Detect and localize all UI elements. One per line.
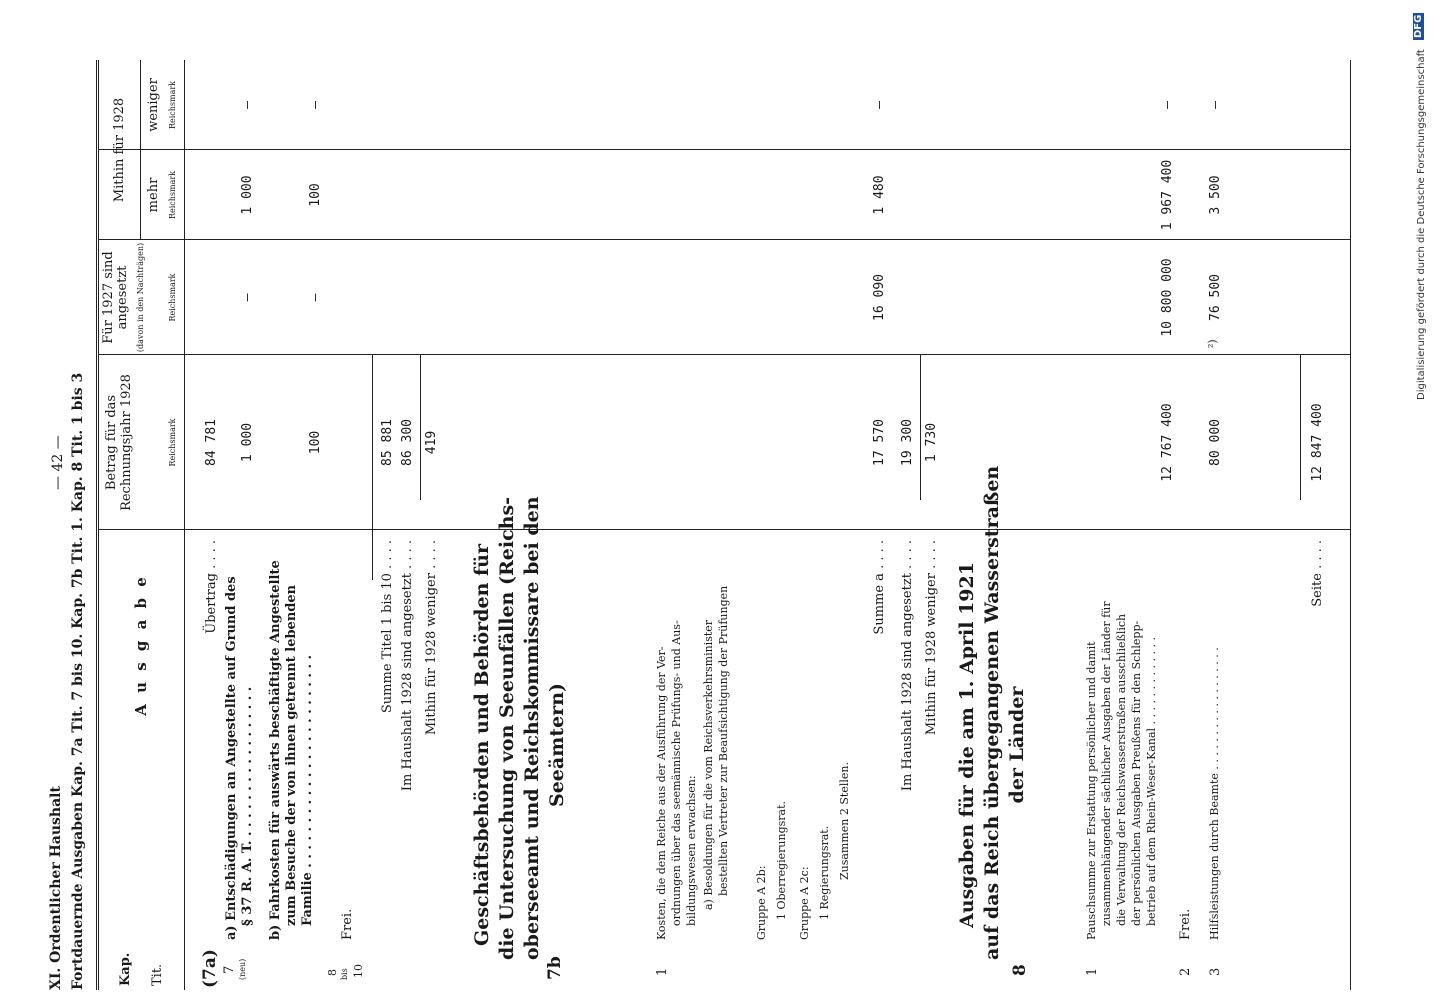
p1-line1: Pauschsumme zur Erstattung persönlicher und damit [1085,641,1098,940]
summe-a-weniger: — [872,101,887,109]
haushalt-label: Im Haushalt 1928 sind angesetzt . . . . [400,540,415,792]
col-kap: Kap. [118,952,133,986]
summe-betrag: 85 881 [380,419,395,466]
tit-10: 10 [352,964,365,978]
t7b-betrag: 100 [308,430,323,455]
frei-1: Frei. [340,908,355,940]
frei-2: Frei. [1178,908,1193,940]
table-bottom-rule [1350,60,1351,990]
col-mehr: mehr [146,177,161,213]
k1-line8: Gruppe A 2c: [798,866,811,940]
col-angesetzt: Für 1927 sind angesetzt [101,251,130,344]
seite-label: Seite . . . . [1310,540,1325,607]
p1-angesetzt: 10 800 000 [1160,258,1175,337]
haushalt2-label: Im Haushalt 1928 sind angesetzt . . . . [900,540,915,792]
t7a-line2: § 37 R. A. T. . . . . . . . . . . . . . . . . . [240,686,255,926]
summe-label: Summe Titel 1 bis 10 . . . . [380,540,395,714]
p1-line2: zusammenhängender sächlicher Ausgaben der Länder für [1100,601,1113,926]
col-mehr-unit: Reichsmark [168,170,177,220]
seite-betrag: 12 847 400 [1310,403,1325,482]
k1-line6: Gruppe A 2b: [755,865,768,940]
haushalt-betrag: 86 300 [400,419,415,466]
dfg-watermark: Digitalisierung gefördert durch die Deutsche Forschungsgemeinschaft [1416,49,1427,400]
kap-7a: (7a) [200,949,220,988]
p3-text: Hilfsleistungen durch Beamte . . . . . . . . . . . . . . . . . . [1208,647,1221,940]
t7b-line1: b) Fahrkosten für auswärts beschäftigte Angestellte [268,560,283,940]
p1-mehr: 1 967 400 [1160,159,1175,231]
tit-1-7b: 1 [655,967,670,976]
uebertrag-betrag: 84 781 [204,419,219,466]
p1-line4: der persönlichen Ausgaben Preußens für den Schlepp- [1130,620,1143,926]
kap-8: 8 [1010,964,1030,976]
k1-line1: Kosten, die dem Reiche aus der Ausführung der Ver- [655,646,668,940]
head-8-line1: Ausgaben für die am 1. April 1921 [956,562,978,928]
seite-rule [1300,355,1301,500]
table-top-rule-2 [98,60,99,990]
p3-angesetzt: 76 500 [1208,274,1223,321]
col-weniger: weniger [146,78,161,132]
header-bottom-rule [184,60,185,990]
t7a-mehr: 1 000 [240,175,255,215]
summe-a-mehr: 1 480 [872,175,887,215]
tit-1-8: 1 [1085,967,1100,976]
header-subtitle: Fortdauernde Ausgaben Kap. 7a Tit. 7 bis 10. Kap. 7b Tit. 1. Kap. 8 Tit. 1 bis 3 [70,372,86,990]
p3-weniger: — [1208,101,1223,109]
p1-line3: die Verwaltung der Reichswasserstraßen ausschließlich [1115,613,1128,926]
col-angesetzt-sub: (davon in den Nachträgen) [136,242,145,353]
tit-7-neu: (neu) [238,958,247,980]
k1-line5: bestellten Vertreter zur Beaufsichtigung der Prüfungen [717,585,730,896]
p3-note: ²) [1206,339,1219,348]
summe-a-label: Summe a . . . . [872,540,887,635]
t7b-weniger: — [308,101,323,109]
tit-3: 3 [1208,967,1223,976]
mithin-subheader-rule [140,60,141,240]
summe-rule-2 [420,355,421,500]
mithin-betrag: 419 [424,430,439,455]
t7a-angesetzt: — [240,293,255,302]
col-angesetzt-unit: Reichsmark [168,273,177,322]
t7b-line2: zum Besuche der von ihnen getrennt lebenden [284,584,299,926]
kap-7b: 7b [545,956,565,980]
summe-rule-1 [372,355,373,580]
col-weniger-unit: Reichsmark [168,80,177,130]
table-top-rule [96,60,97,990]
tit-7: 7 [222,965,237,974]
uebertrag-label: Übertrag . . . . [204,540,219,634]
t7b-mehr: 100 [308,183,323,207]
t7a-line1: a) Entschädigungen an Angestellte auf Grund des [224,576,239,940]
head-8-line3: der Länder [1006,686,1028,804]
p3-mehr: 3 500 [1208,175,1223,215]
header-title: XI. Ordentlicher Haushalt [48,786,64,990]
page-number: — 42 — [50,435,66,490]
head-7b-line2: die Untersuchung von Seeunfällen (Reichs- [496,496,518,960]
p1-weniger: — [1160,101,1175,109]
t7b-angesetzt: — [308,293,323,302]
summe-a-angesetzt: 16 090 [872,274,887,321]
k1-line4: a) Besoldungen für die vom Reichsverkehrsminister [702,619,715,910]
tit-8-bis: bis [340,968,349,980]
t7b-line3: Familie . . . . . . . . . . . . . . . . . . . . . . . . [300,654,315,926]
k1-line9: 1 Regierungsrat. [818,825,831,920]
p3-betrag: 80 000 [1208,419,1223,466]
col-tit: Tit. [150,963,165,986]
head-7b-line4: Seeämtern) [546,683,568,807]
tit-8: 8 [326,969,339,976]
summe-a-rule [920,355,921,500]
k1-line7: 1 Oberregierungsrat. [775,800,788,920]
mithin-label: Mithin für 1928 weniger . . . . [424,540,439,736]
mithin2-betrag: 1 730 [924,422,939,463]
k1-line2: ordnungen über das seemännische Prüfungs- und Aus- [670,620,683,926]
k1-line10: Zusammen 2 Stellen. [838,762,851,880]
head-7b-line3: oberseeamt und Reichskommissare bei den [521,496,543,960]
t7a-betrag: 1 000 [240,422,255,463]
p1-betrag: 12 767 400 [1160,403,1175,482]
col-mithin: Mithin für 1928 [112,97,127,203]
summe-a-betrag: 17 570 [872,419,887,466]
p1-line5: betrieb auf dem Rhein-Weser-Kanal . . . . . . . . . . . . . [1145,637,1158,926]
head-8-line2: auf das Reich übergegangenen Wasserstraßen [981,465,1003,960]
col-betrag-unit: Reichsmark [168,418,177,467]
dfg-logo: DFG [1413,14,1424,38]
head-7b-line1: Geschäftsbehörden und Behörden für [471,544,493,946]
col-ausgabe: A u s g a b e [132,574,150,716]
tit-2: 2 [1178,967,1193,976]
mithin2-label: Mithin für 1928 weniger . . . . [924,540,939,736]
col-betrag: Betrag für das Rechnungsjahr 1928 [104,374,134,511]
haushalt2-betrag: 19 300 [900,419,915,466]
t7a-weniger: — [240,101,255,109]
k1-line3: bildungswesen erwachsen: [685,775,698,926]
